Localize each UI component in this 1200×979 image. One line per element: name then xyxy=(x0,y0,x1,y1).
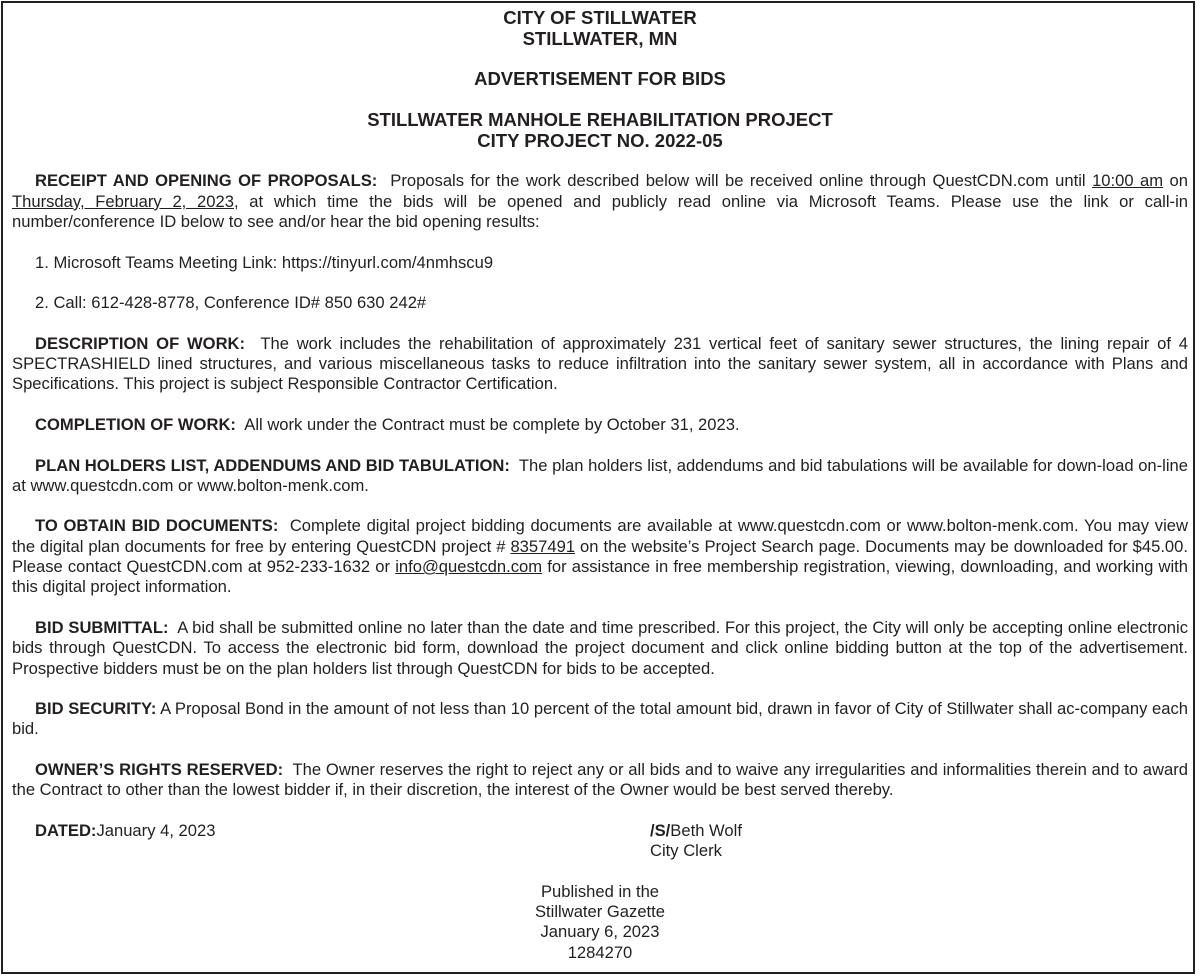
publication-id: 1284270 xyxy=(567,942,633,962)
signer-title: City Clerk xyxy=(650,841,722,861)
plan-holders-text: The plan holders list, addendums and bid tabulations will be available for down-load on-line at www.questcdn.com or www.bolton-menk.com. xyxy=(12,455,1189,495)
signer-name: Beth Wolf xyxy=(670,820,742,840)
publication-newspaper: Stillwater Gazette xyxy=(534,902,666,922)
owners-rights-section xyxy=(12,760,1188,801)
description-heading: DESCRIPTION OF WORK: xyxy=(35,333,246,353)
call-in-item: 2. Call: 612-428-8778, Conference ID# 850 630 242# xyxy=(35,293,427,313)
city-location: STILLWATER, MN xyxy=(522,27,678,49)
plan-holders-heading: PLAN HOLDERS LIST, ADDENDUMS AND BID TABULATION: xyxy=(35,455,510,475)
questcdn-email-link[interactable]: info@questcdn.com xyxy=(395,557,543,577)
questcdn-project-number: 8357491 xyxy=(510,536,576,556)
completion-text: All work under the Contract must be complete by October 31, 2023. xyxy=(244,414,740,434)
project-title: STILLWATER MANHOLE REHABILITATION PROJECT xyxy=(367,109,833,131)
opening-date: Thursday, February 2, 2023 xyxy=(12,191,234,211)
completion-heading: COMPLETION OF WORK: xyxy=(35,414,236,434)
receipt-text-end: , at which time the bids will be opened and publicly read online via Microsoft Teams. Please use the link or call-in number/conference ID below to see and/or hear the bid opening results: xyxy=(12,191,1188,231)
receipt-section: RECEIPT AND OPENING OF PROPOSALS: Proposals for the work described below will be received online through QuestCDN.com until 10:00 am on Thursday, February 2, 2023, at which time the bids will be opened and publicly read online via Microsoft Teams. Please use the link or call-in number/conference ID below to see and/or hear the bid opening results: xyxy=(12,171,1189,231)
city-name: CITY OF STILLWATER xyxy=(503,7,697,28)
receipt-text: Proposals for the work described below will be received online through QuestCDN.com until xyxy=(390,171,1093,191)
obtain-documents-heading: TO OBTAIN BID DOCUMENTS: xyxy=(35,516,279,536)
publication-info xyxy=(12,882,1188,963)
bid-submittal-heading: BID SUBMITTAL: xyxy=(35,617,169,637)
dated-value: January 4, 2023 xyxy=(96,820,216,840)
dated-line xyxy=(35,821,215,841)
bid-security-heading: BID SECURITY: xyxy=(35,699,157,719)
receipt-heading: RECEIPT AND OPENING OF PROPOSALS: xyxy=(35,171,378,191)
description-section xyxy=(12,334,1188,395)
project-number: CITY PROJECT NO. 2022-05 xyxy=(477,129,723,151)
publication-line-1: Published in the xyxy=(540,881,660,901)
header xyxy=(12,8,1188,151)
signature-block xyxy=(12,821,1188,862)
signature-mark: /S/ xyxy=(650,820,671,840)
advertisement-title: ADVERTISEMENT FOR BIDS xyxy=(474,68,726,90)
bid-advertisement xyxy=(12,8,1188,963)
publication-date: January 6, 2023 xyxy=(540,922,660,942)
dated-label: DATED: xyxy=(35,820,97,840)
opening-time: 10:00 am xyxy=(1092,171,1164,191)
signer xyxy=(650,821,742,862)
owners-rights-text: The Owner reserves the right to reject any or all bids and to waive any irregularities and informalities therein and to award the Contract to other than the lowest bidder if, in their discretion, the interest of the Owner would be best served thereby. xyxy=(12,760,1188,800)
obtain-documents-section: TO OBTAIN BID DOCUMENTS: Complete digital project bidding documents are available at www.questcdn.com or www.bolton-menk.com. You may view the digital plan documents for free by entering QuestCDN project # 8357491 on the website’s Project Search page. Documents may be downloaded for $45.00. Please contact QuestCDN.com at 952-233-1632 or info@questcdn.com for assistance in free membership registration, viewing, downloading, and working with this digital project information. xyxy=(12,516,1188,597)
plan-holders-section xyxy=(12,456,1188,497)
teams-link-item: 1. Microsoft Teams Meeting Link: https://tinyurl.com/4nmhscu9 xyxy=(35,252,494,272)
completion-section xyxy=(12,415,1188,435)
bid-security-section xyxy=(12,699,1188,740)
bid-security-text: A Proposal Bond in the amount of not less than 10 percent of the total amount bid, drawn in favor of City of Stillwater shall ac-company each bid. xyxy=(12,699,1188,739)
bid-submittal-section xyxy=(12,618,1188,679)
obtain-documents-text: Complete digital project bidding documents are available at www.questcdn.com or www.bolton-menk.com. You may view the digital plan documents for free by entering QuestCDN project # xyxy=(12,516,1188,556)
bid-submittal-text: A bid shall be submitted online no later than the date and time prescribed. For this project, the City will only be accepting online electronic bids through QuestCDN. To access the electronic bid form, download the project document and click online bidding button at the top of the advertisement. Prospective bidders must be on the plan holders list through QuestCDN for bids to be accepted. xyxy=(12,617,1189,678)
owners-rights-heading: OWNER’S RIGHTS RESERVED: xyxy=(35,760,284,779)
description-text: The work includes the rehabilitation of approximately 231 vertical feet of sanitary sewer structures, the lining repair of 4 SPECTRASHIELD lined structures, and various miscellaneous tasks to reduce infiltration into the sanitary sewer system, all in accordance with Plans and Specifications. This project is subject Responsible Contractor Certification. xyxy=(12,333,1189,394)
